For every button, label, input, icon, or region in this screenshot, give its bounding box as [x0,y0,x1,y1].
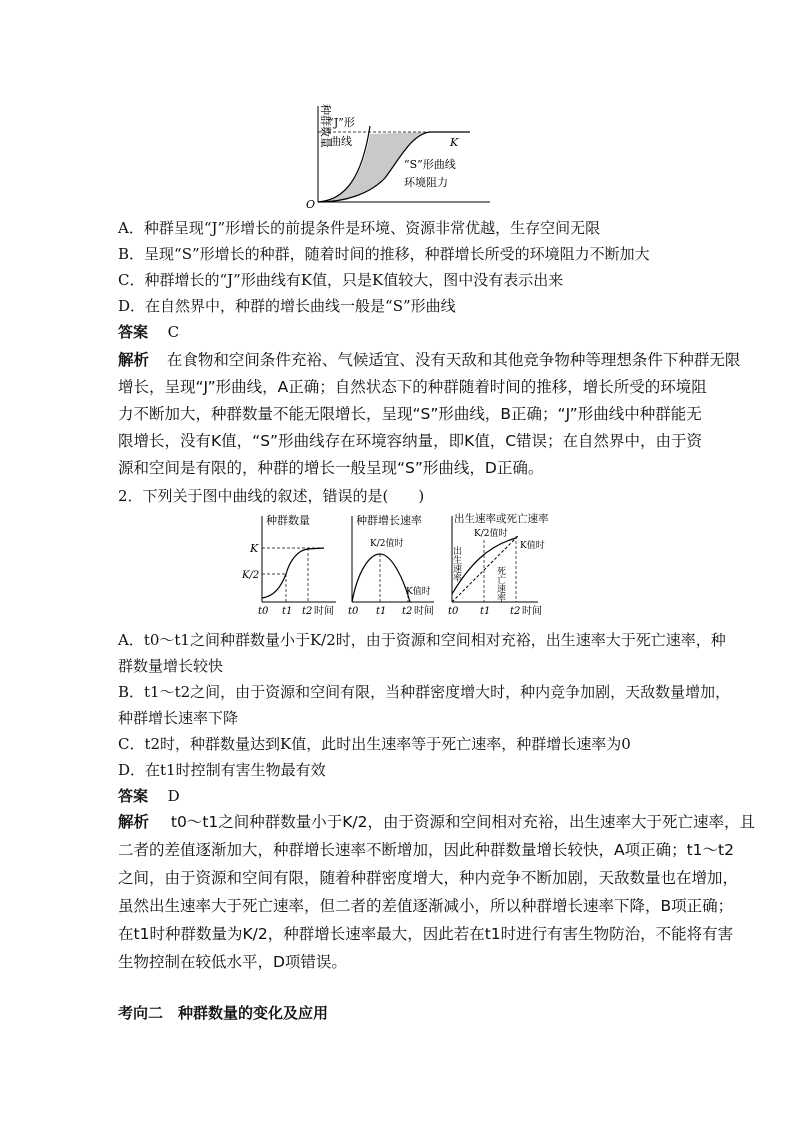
panel3-birth-label: 出生速率 [451,546,461,582]
panel1-s-curve [262,548,324,598]
panel-birth-death-rate [448,512,549,617]
q1-analysis-text-0: 在食物和空间条件充裕、气候适宜、没有天敌和其他竞争物种等理想条件下种群无限 [166,351,741,369]
q2-answer [118,786,688,806]
panel1-t2: t2 [302,606,313,617]
panel3-time: 时间 [522,606,542,617]
q1-answer-value: C [167,323,180,341]
panel1-k2-label: K/2 [242,570,260,581]
q2-analysis-line-2: 之间，由于资源和空间有限，随着种群密度增大，种内竞争不断加剧，天敌数量也在增加， [118,869,739,887]
section-heading: 考向二 种群数量的变化及应用 [118,1004,329,1022]
panel2-time: 时间 [414,606,434,617]
q1-option-a: A．种群呈现“J”形增长的前提条件是环境、资源非常优越，生存空间无限 [118,219,601,237]
q2-answer-label: 答案 [118,787,149,805]
q2-stem: 2．下列关于图中曲线的叙述，错误的是( ) [118,487,425,505]
q2-analysis-line-5: 生物控制在较低水平，D项错误。 [118,953,347,971]
q2-analysis-line-4: 在t1时种群数量为K/2，种群增长速率最大，因此若在t1时进行有害生物防治，不能将有害 [118,925,734,943]
panel3-title: 出生速率或死亡速率 [454,513,549,525]
panel3-k2-label: K/2值时 [474,529,508,539]
q1-answer [118,322,688,342]
q1-analysis-line-0 [118,350,741,370]
panel1-title: 种群数量 [266,514,310,527]
panel-population-size [241,513,336,617]
panel2-t1: t1 [376,606,387,617]
panel2-t2: t2 [402,606,413,617]
q2-analysis-line-3: 虽然出生速率大于死亡速率，但二者的差值逐渐减小，所以种群增长速率下降，B项正确； [118,897,734,915]
panel2-rate-curve [352,554,410,602]
k-label: K [450,136,459,149]
resistance-label: 环境阻力 [404,176,448,189]
q2-option-b-line1: B．t1～t2之间，由于资源和空间有限，当种群密度增大时，种内竞争加剧，天敌数量增加， [118,683,731,701]
j-label-1: “J”形 [328,116,355,129]
q2-analysis-line-0 [118,812,756,832]
q1-answer-label: 答案 [118,323,149,341]
panel3-k-label: K值时 [520,541,545,551]
q2-analysis-label: 解析 [118,813,150,831]
q1-option-c: C．种群增长的“J”形曲线有K值，只是K值较大，图中没有表示出来 [118,271,564,289]
y-axis-label: 种群数量 [319,104,332,148]
panel2-t0: t0 [348,606,359,617]
q2-option-a-line2: 群数量增长较快 [118,657,224,675]
panel1-t1: t1 [282,606,293,617]
panel3-t0: t0 [448,606,459,617]
q2-option-a-line1: A．t0～t1之间种群数量小于K/2时，由于资源和空间相对充裕，出生速率大于死亡速率，种 [118,631,726,649]
q1-analysis-line-1: 增长，呈现“J”形曲线，A正确；自然状态下的种群随着时间的推移，增长所受的环境阻 [118,378,707,396]
origin-label: O [306,198,316,210]
panel2-end-label: K值时 [406,587,431,597]
panel3-t2: t2 [510,606,521,617]
q1-analysis-line-4: 源和空间是有限的，种群的增长一般呈现“S”形曲线，D正确。 [118,459,544,477]
q2-answer-value: D [167,787,180,805]
panel1-time: 时间 [314,606,334,617]
panel1-t0: t0 [258,606,269,617]
q2-option-d: D．在t1时控制有害生物最有效 [118,761,326,779]
j-label-2: 曲线 [330,135,352,148]
q1-analysis-line-3: 限增长，没有K值，“S”形曲线存在环境容纳量，即K值，C错误；在自然界中，由于资 [118,432,703,450]
figure-j-s-curves [300,98,500,210]
panel-growth-rate [348,513,434,617]
q1-analysis-label: 解析 [118,351,150,369]
q1-analysis-line-2: 力不断加大，种群数量不能无限增长，呈现“S”形曲线，B正确；“J”形曲线中种群能无 [118,405,702,423]
panel3-death-curve [452,536,518,602]
q2-option-c: C．t2时，种群数量达到K值，此时出生速率等于死亡速率，种群增长速率为0 [118,735,631,753]
s-label: “S”形曲线 [404,158,456,171]
q2-option-b-line2: 种群增长速率下降 [118,709,239,727]
panel3-death-label: 死亡速率 [495,566,505,602]
q1-option-d: D．在自然界中，种群的增长曲线一般是“S”形曲线 [118,297,456,315]
panel1-k-label: K [250,542,259,555]
panel2-title: 种群增长速率 [356,514,422,527]
panel2-peak-label: K/2值时 [370,539,404,549]
q1-option-b: B．呈现“S”形增长的种群，随着时间的推移，种群增长所受的环境阻力不断加大 [118,245,650,263]
figure-three-panels [238,510,598,618]
panel3-t1: t1 [480,606,491,617]
q2-analysis-text-0: t0～t1之间种群数量小于K/2，由于资源和空间相对充裕，出生速率大于死亡速率，且 [170,813,756,831]
q2-analysis-line-1: 二者的差值逐渐加大，种群增长速率不断增加，因此种群数量增长较快，A项正确；t1～t2 [118,841,734,859]
